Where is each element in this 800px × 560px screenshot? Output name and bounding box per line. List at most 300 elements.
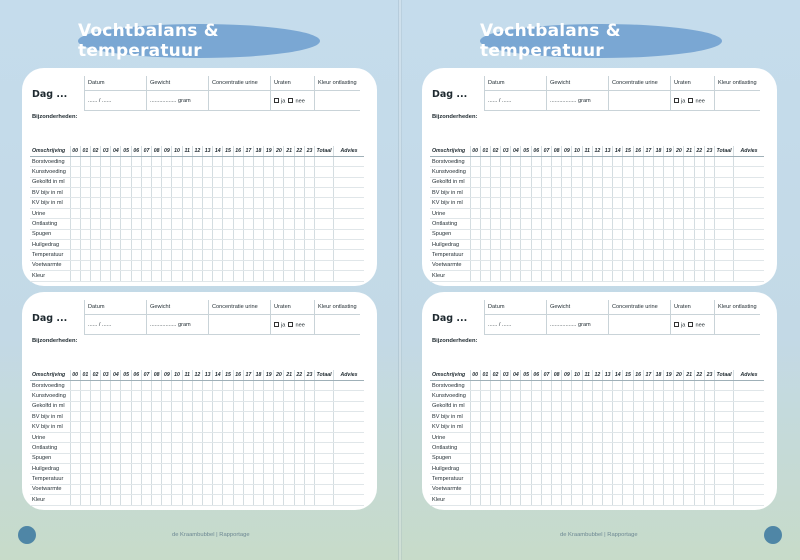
entry-cell[interactable] (233, 271, 243, 281)
entry-cell[interactable] (592, 177, 602, 187)
entry-cell[interactable] (715, 422, 734, 432)
entry-cell[interactable] (531, 240, 541, 250)
entry-cell[interactable] (480, 156, 490, 166)
entry-cell[interactable] (552, 240, 562, 250)
urine-concentration-field[interactable] (608, 300, 670, 334)
entry-cell[interactable] (602, 198, 612, 208)
entry-cell[interactable] (274, 401, 284, 411)
entry-cell[interactable] (694, 219, 704, 229)
entry-cell[interactable] (90, 188, 100, 198)
entry-cell[interactable] (470, 484, 480, 494)
entry-cell[interactable] (541, 464, 551, 474)
entry-cell[interactable] (152, 229, 162, 239)
entry-cell[interactable] (223, 412, 233, 422)
entry-cell[interactable] (111, 167, 121, 177)
entry-cell[interactable] (80, 453, 90, 463)
entry-cell[interactable] (294, 177, 304, 187)
entry-cell[interactable] (613, 391, 623, 401)
entry-cell[interactable] (223, 464, 233, 474)
entry-cell[interactable] (294, 260, 304, 270)
entry-cell[interactable] (294, 250, 304, 260)
entry-cell[interactable] (470, 474, 480, 484)
entry-cell[interactable] (734, 188, 764, 198)
entry-cell[interactable] (602, 271, 612, 281)
entry-cell[interactable] (213, 422, 223, 432)
entry-cell[interactable] (253, 188, 263, 198)
entry-cell[interactable] (90, 167, 100, 177)
entry-cell[interactable] (213, 177, 223, 187)
entry-cell[interactable] (162, 188, 172, 198)
entry-cell[interactable] (274, 412, 284, 422)
entry-cell[interactable] (664, 250, 674, 260)
entry-cell[interactable] (315, 380, 334, 390)
entry-cell[interactable] (192, 474, 202, 484)
entry-cell[interactable] (582, 198, 592, 208)
entry-cell[interactable] (715, 250, 734, 260)
entry-cell[interactable] (511, 412, 521, 422)
entry-cell[interactable] (562, 464, 572, 474)
entry-cell[interactable] (233, 391, 243, 401)
entry-cell[interactable] (734, 177, 764, 187)
entry-cell[interactable] (562, 422, 572, 432)
entry-cell[interactable] (715, 443, 734, 453)
entry-cell[interactable] (131, 464, 141, 474)
entry-cell[interactable] (552, 422, 562, 432)
entry-cell[interactable] (294, 208, 304, 218)
entry-cell[interactable] (70, 177, 80, 187)
entry-cell[interactable] (572, 229, 582, 239)
entry-cell[interactable] (715, 219, 734, 229)
entry-cell[interactable] (192, 219, 202, 229)
ja-checkbox[interactable] (674, 98, 679, 103)
entry-cell[interactable] (653, 464, 663, 474)
entry-cell[interactable] (664, 422, 674, 432)
entry-cell[interactable] (470, 208, 480, 218)
entry-cell[interactable] (531, 464, 541, 474)
entry-cell[interactable] (304, 464, 314, 474)
entry-cell[interactable] (684, 208, 694, 218)
entry-cell[interactable] (172, 188, 182, 198)
entry-cell[interactable] (141, 188, 151, 198)
entry-cell[interactable] (223, 240, 233, 250)
entry-cell[interactable] (121, 401, 131, 411)
entry-cell[interactable] (704, 188, 714, 198)
entry-cell[interactable] (734, 240, 764, 250)
entry-cell[interactable] (531, 474, 541, 484)
entry-cell[interactable] (121, 495, 131, 505)
entry-cell[interactable] (192, 391, 202, 401)
entry-cell[interactable] (470, 260, 480, 270)
entry-cell[interactable] (684, 167, 694, 177)
entry-cell[interactable] (294, 219, 304, 229)
entry-cell[interactable] (294, 156, 304, 166)
entry-cell[interactable] (233, 167, 243, 177)
entry-cell[interactable] (334, 412, 364, 422)
entry-cell[interactable] (521, 474, 531, 484)
entry-cell[interactable] (684, 177, 694, 187)
entry-cell[interactable] (233, 208, 243, 218)
entry-cell[interactable] (552, 250, 562, 260)
entry-cell[interactable] (470, 422, 480, 432)
entry-cell[interactable] (274, 484, 284, 494)
entry-cell[interactable] (470, 443, 480, 453)
entry-cell[interactable] (613, 412, 623, 422)
entry-cell[interactable] (704, 412, 714, 422)
entry-cell[interactable] (501, 391, 511, 401)
entry-cell[interactable] (233, 443, 243, 453)
entry-cell[interactable] (315, 188, 334, 198)
entry-cell[interactable] (633, 240, 643, 250)
entry-cell[interactable] (192, 422, 202, 432)
entry-cell[interactable] (274, 464, 284, 474)
entry-cell[interactable] (602, 229, 612, 239)
entry-cell[interactable] (501, 484, 511, 494)
entry-cell[interactable] (162, 198, 172, 208)
entry-cell[interactable] (253, 219, 263, 229)
entry-cell[interactable] (623, 271, 633, 281)
entry-cell[interactable] (90, 198, 100, 208)
entry-cell[interactable] (674, 474, 684, 484)
entry-cell[interactable] (572, 208, 582, 218)
entry-cell[interactable] (192, 412, 202, 422)
entry-cell[interactable] (501, 271, 511, 281)
entry-cell[interactable] (243, 177, 253, 187)
entry-cell[interactable] (141, 474, 151, 484)
entry-cell[interactable] (734, 229, 764, 239)
entry-cell[interactable] (664, 156, 674, 166)
entry-cell[interactable] (623, 391, 633, 401)
entry-cell[interactable] (182, 495, 192, 505)
entry-cell[interactable] (121, 177, 131, 187)
entry-cell[interactable] (243, 208, 253, 218)
entry-cell[interactable] (684, 484, 694, 494)
entry-cell[interactable] (572, 188, 582, 198)
entry-cell[interactable] (633, 271, 643, 281)
entry-cell[interactable] (172, 156, 182, 166)
entry-cell[interactable] (284, 380, 294, 390)
entry-cell[interactable] (490, 495, 500, 505)
entry-cell[interactable] (592, 219, 602, 229)
entry-cell[interactable] (715, 474, 734, 484)
entry-cell[interactable] (111, 453, 121, 463)
entry-cell[interactable] (334, 208, 364, 218)
entry-cell[interactable] (521, 464, 531, 474)
entry-cell[interactable] (602, 432, 612, 442)
entry-cell[interactable] (253, 198, 263, 208)
entry-cell[interactable] (284, 495, 294, 505)
entry-cell[interactable] (582, 188, 592, 198)
entry-cell[interactable] (511, 432, 521, 442)
date-field[interactable] (84, 300, 146, 334)
entry-cell[interactable] (192, 229, 202, 239)
entry-cell[interactable] (541, 198, 551, 208)
entry-cell[interactable] (643, 412, 653, 422)
entry-cell[interactable] (684, 380, 694, 390)
entry-cell[interactable] (653, 219, 663, 229)
entry-cell[interactable] (131, 422, 141, 432)
entry-cell[interactable] (592, 156, 602, 166)
entry-cell[interactable] (152, 380, 162, 390)
entry-cell[interactable] (131, 495, 141, 505)
entry-cell[interactable] (152, 250, 162, 260)
entry-cell[interactable] (653, 260, 663, 270)
entry-cell[interactable] (253, 167, 263, 177)
entry-cell[interactable] (202, 156, 212, 166)
entry-cell[interactable] (562, 240, 572, 250)
entry-cell[interactable] (213, 391, 223, 401)
entry-cell[interactable] (490, 188, 500, 198)
entry-cell[interactable] (315, 240, 334, 250)
entry-cell[interactable] (284, 474, 294, 484)
entry-cell[interactable] (613, 177, 623, 187)
stool-color-field[interactable] (714, 76, 760, 110)
entry-cell[interactable] (511, 188, 521, 198)
entry-cell[interactable] (694, 412, 704, 422)
entry-cell[interactable] (684, 432, 694, 442)
entry-cell[interactable] (80, 208, 90, 218)
weight-field[interactable] (146, 76, 208, 110)
entry-cell[interactable] (602, 188, 612, 198)
entry-cell[interactable] (284, 432, 294, 442)
entry-cell[interactable] (653, 495, 663, 505)
entry-cell[interactable] (511, 208, 521, 218)
entry-cell[interactable] (315, 474, 334, 484)
entry-cell[interactable] (613, 464, 623, 474)
entry-cell[interactable] (101, 432, 111, 442)
entry-cell[interactable] (223, 250, 233, 260)
entry-cell[interactable] (192, 156, 202, 166)
entry-cell[interactable] (90, 219, 100, 229)
entry-cell[interactable] (470, 464, 480, 474)
entry-cell[interactable] (562, 432, 572, 442)
entry-cell[interactable] (664, 219, 674, 229)
entry-cell[interactable] (694, 229, 704, 239)
entry-cell[interactable] (511, 167, 521, 177)
entry-cell[interactable] (264, 229, 274, 239)
entry-cell[interactable] (334, 432, 364, 442)
entry-cell[interactable] (715, 432, 734, 442)
entry-cell[interactable] (253, 271, 263, 281)
entry-cell[interactable] (531, 380, 541, 390)
entry-cell[interactable] (480, 495, 490, 505)
entry-cell[interactable] (501, 412, 511, 422)
entry-cell[interactable] (274, 260, 284, 270)
entry-cell[interactable] (715, 167, 734, 177)
entry-cell[interactable] (643, 443, 653, 453)
entry-cell[interactable] (101, 380, 111, 390)
entry-cell[interactable] (264, 484, 274, 494)
entry-cell[interactable] (192, 188, 202, 198)
entry-cell[interactable] (552, 464, 562, 474)
entry-cell[interactable] (192, 495, 202, 505)
entry-cell[interactable] (202, 250, 212, 260)
nee-checkbox[interactable] (688, 98, 693, 103)
entry-cell[interactable] (243, 260, 253, 270)
entry-cell[interactable] (480, 167, 490, 177)
entry-cell[interactable] (501, 453, 511, 463)
entry-cell[interactable] (111, 219, 121, 229)
entry-cell[interactable] (152, 219, 162, 229)
entry-cell[interactable] (182, 156, 192, 166)
entry-cell[interactable] (562, 260, 572, 270)
entry-cell[interactable] (202, 474, 212, 484)
entry-cell[interactable] (233, 240, 243, 250)
entry-cell[interactable] (111, 240, 121, 250)
entry-cell[interactable] (284, 229, 294, 239)
entry-cell[interactable] (141, 495, 151, 505)
entry-cell[interactable] (531, 177, 541, 187)
entry-cell[interactable] (734, 484, 764, 494)
entry-cell[interactable] (70, 432, 80, 442)
entry-cell[interactable] (684, 156, 694, 166)
entry-cell[interactable] (633, 198, 643, 208)
entry-cell[interactable] (274, 167, 284, 177)
entry-cell[interactable] (643, 156, 653, 166)
entry-cell[interactable] (131, 167, 141, 177)
entry-cell[interactable] (90, 412, 100, 422)
entry-cell[interactable] (152, 412, 162, 422)
entry-cell[interactable] (664, 208, 674, 218)
entry-cell[interactable] (192, 464, 202, 474)
stool-color-field[interactable] (314, 300, 360, 334)
entry-cell[interactable] (253, 208, 263, 218)
entry-cell[interactable] (304, 432, 314, 442)
entry-cell[interactable] (111, 380, 121, 390)
entry-cell[interactable] (162, 443, 172, 453)
entry-cell[interactable] (531, 443, 541, 453)
entry-cell[interactable] (684, 495, 694, 505)
entry-cell[interactable] (304, 188, 314, 198)
entry-cell[interactable] (101, 271, 111, 281)
entry-cell[interactable] (264, 453, 274, 463)
entry-cell[interactable] (480, 250, 490, 260)
entry-cell[interactable] (315, 422, 334, 432)
entry-cell[interactable] (602, 156, 612, 166)
entry-cell[interactable] (213, 156, 223, 166)
entry-cell[interactable] (274, 229, 284, 239)
entry-cell[interactable] (101, 422, 111, 432)
entry-cell[interactable] (192, 177, 202, 187)
entry-cell[interactable] (284, 156, 294, 166)
entry-cell[interactable] (490, 156, 500, 166)
entry-cell[interactable] (182, 380, 192, 390)
entry-cell[interactable] (734, 453, 764, 463)
entry-cell[interactable] (531, 156, 541, 166)
entry-cell[interactable] (633, 250, 643, 260)
entry-cell[interactable] (182, 240, 192, 250)
entry-cell[interactable] (511, 422, 521, 432)
entry-cell[interactable] (704, 177, 714, 187)
entry-cell[interactable] (613, 240, 623, 250)
entry-cell[interactable] (521, 271, 531, 281)
entry-cell[interactable] (213, 240, 223, 250)
entry-cell[interactable] (511, 156, 521, 166)
entry-cell[interactable] (111, 443, 121, 453)
entry-cell[interactable] (664, 412, 674, 422)
entry-cell[interactable] (334, 495, 364, 505)
entry-cell[interactable] (664, 391, 674, 401)
entry-cell[interactable] (511, 260, 521, 270)
entry-cell[interactable] (470, 188, 480, 198)
entry-cell[interactable] (70, 453, 80, 463)
entry-cell[interactable] (192, 208, 202, 218)
entry-cell[interactable] (223, 188, 233, 198)
entry-cell[interactable] (613, 208, 623, 218)
entry-cell[interactable] (541, 401, 551, 411)
date-field[interactable] (84, 76, 146, 110)
entry-cell[interactable] (582, 401, 592, 411)
entry-cell[interactable] (101, 198, 111, 208)
entry-cell[interactable] (531, 484, 541, 494)
entry-cell[interactable] (172, 177, 182, 187)
entry-cell[interactable] (562, 167, 572, 177)
entry-cell[interactable] (490, 260, 500, 270)
entry-cell[interactable] (223, 260, 233, 270)
entry-cell[interactable] (294, 167, 304, 177)
entry-cell[interactable] (121, 198, 131, 208)
entry-cell[interactable] (304, 453, 314, 463)
entry-cell[interactable] (131, 401, 141, 411)
entry-cell[interactable] (172, 198, 182, 208)
entry-cell[interactable] (541, 271, 551, 281)
entry-cell[interactable] (734, 401, 764, 411)
entry-cell[interactable] (284, 401, 294, 411)
entry-cell[interactable] (304, 156, 314, 166)
entry-cell[interactable] (111, 412, 121, 422)
entry-cell[interactable] (562, 188, 572, 198)
entry-cell[interactable] (172, 443, 182, 453)
entry-cell[interactable] (284, 484, 294, 494)
entry-cell[interactable] (623, 177, 633, 187)
entry-cell[interactable] (334, 260, 364, 270)
entry-cell[interactable] (552, 391, 562, 401)
entry-cell[interactable] (572, 240, 582, 250)
entry-cell[interactable] (653, 380, 663, 390)
entry-cell[interactable] (172, 432, 182, 442)
entry-cell[interactable] (592, 271, 602, 281)
entry-cell[interactable] (704, 219, 714, 229)
entry-cell[interactable] (80, 412, 90, 422)
entry-cell[interactable] (664, 474, 674, 484)
entry-cell[interactable] (613, 229, 623, 239)
entry-cell[interactable] (243, 453, 253, 463)
entry-cell[interactable] (243, 250, 253, 260)
entry-cell[interactable] (470, 271, 480, 281)
entry-cell[interactable] (684, 453, 694, 463)
entry-cell[interactable] (70, 422, 80, 432)
ja-checkbox[interactable] (274, 322, 279, 327)
entry-cell[interactable] (653, 229, 663, 239)
entry-cell[interactable] (531, 198, 541, 208)
entry-cell[interactable] (734, 250, 764, 260)
entry-cell[interactable] (264, 156, 274, 166)
entry-cell[interactable] (490, 464, 500, 474)
entry-cell[interactable] (111, 208, 121, 218)
entry-cell[interactable] (552, 484, 562, 494)
urates-field[interactable] (270, 76, 314, 110)
entry-cell[interactable] (243, 391, 253, 401)
entry-cell[interactable] (613, 432, 623, 442)
entry-cell[interactable] (653, 412, 663, 422)
entry-cell[interactable] (674, 167, 684, 177)
entry-cell[interactable] (111, 464, 121, 474)
entry-cell[interactable] (182, 250, 192, 260)
entry-cell[interactable] (274, 156, 284, 166)
entry-cell[interactable] (294, 484, 304, 494)
entry-cell[interactable] (704, 401, 714, 411)
entry-cell[interactable] (734, 271, 764, 281)
entry-cell[interactable] (141, 432, 151, 442)
